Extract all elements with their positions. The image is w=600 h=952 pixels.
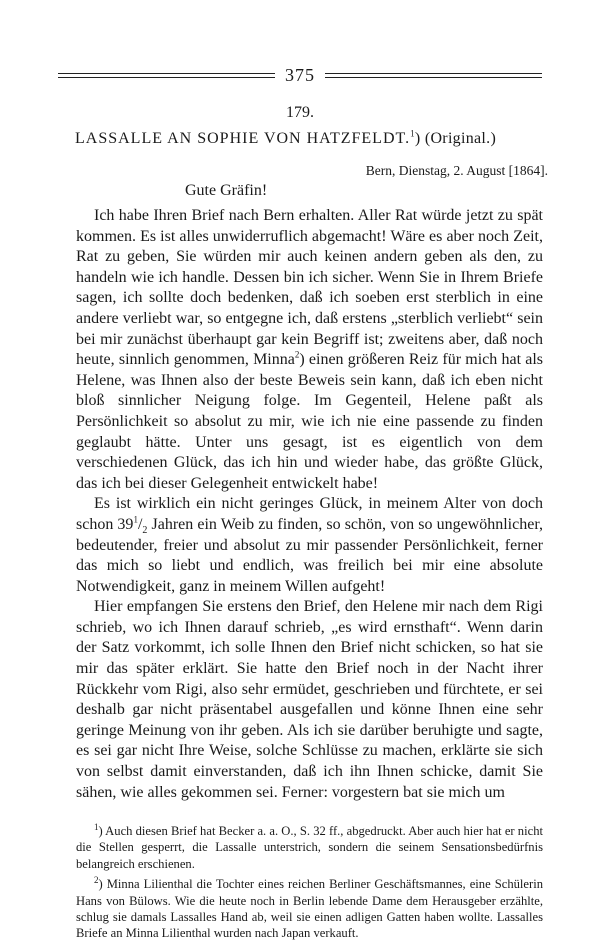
body-p2-part-a: Es ist wirklich ein nicht geringes Glück, in meinem Alter von doch schon 39	[76, 495, 543, 533]
body-paragraph-2	[76, 494, 543, 597]
letter-body	[76, 206, 543, 803]
footnote-ref-2: 2	[294, 349, 300, 360]
footnotes	[76, 823, 543, 946]
fraction-denominator: 2	[142, 525, 148, 537]
body-p1-part-a: Ich habe Ihren Brief nach Bern erhalten. Aller Rat würde jetzt zu spät kommen. Es ist alles unwiderruflich abgemacht! Wäre es aber noch Zeit, Rat zu geben, Sie würden mir auch keinen andern geben als den, zu handeln wie ich handle. Dessen bin ich sicher. Wenn Sie in Ihrem Briefe sagen, ich sollte doch bedenken, daß ich soeben erst sterblich in eine andere verliebt war, so entgegne ich, daß erstens „sterblich verliebt“ sein bei mir zunächst überhaupt gar kein Begriff ist; zweitens aber, daß noch heute, sinnlich genommen, Minna	[76, 207, 543, 369]
fraction-numerator: 1	[133, 514, 138, 525]
letter-title-main: LASSALLE AN SOPHIE VON HATZFELDT.	[75, 130, 411, 147]
footnote-text: ) Minna Lilienthal die Tochter eines reichen Berliner Geschäftsmannes, eine Schülerin Hans von Bülows. Wie die heute noch in Berlin lebende Dame dem Herausgeber erzählte, schlug sie damals Lassalles Hand ab, weil sie einen adligen Gatten haben wollte. Lassalles Briefe an Minna Lilienthal wurden nach Japan verkauft.	[76, 877, 543, 941]
fraction-slash: /	[137, 515, 143, 533]
letter-number: 179.	[286, 104, 314, 121]
letter-title	[75, 130, 555, 148]
body-paragraph-3: Hier empfangen Sie erstens den Brief, den Helene mir nach dem Rigi schrieb, wo ich Ihnen darauf schrieb, „es wird ernsthaft“. Wenn darin der Satz vorkommt, ich solle Ihnen den Brief nicht schicken, so hat sie mir das später erklärt. Sie hatte den Brief noch in der Nacht ihrer Rückkehr vom Rigi, also sehr ermüdet, geschrieben und fürchtete, er sei deshalb gar nicht präsentabel ausgefallen und könne Ihnen eine sehr geringe Meinung von ihr geben. Als ich sie darüber beruhigte und sagte, es sei gar nicht Ihre Weise, solche Schlüsse zu machen, erklärte sie sich von selbst damit einverstanden, daß ich ihn Ihnen schicke, damit Sie sähen, wie alles gekommen sei. Ferner: vorgestern bat sie mich um	[76, 598, 543, 801]
footnote-mark: 2	[94, 875, 99, 886]
page-header	[58, 64, 542, 86]
footnote-mark: 1	[94, 821, 99, 832]
salutation: Gute Gräfin!	[185, 182, 268, 199]
footnote-2	[76, 876, 543, 942]
body-paragraph-1	[76, 206, 543, 494]
footnote-ref-1: 1	[410, 128, 415, 139]
header-rule-left	[58, 73, 275, 78]
letter-title-suffix: (Original.)	[424, 130, 497, 147]
body-p1-part-b: ) einen größeren Reiz für mich hat als Helene, was Ihnen also der beste Beweis sein kann, daß ich eben nicht bloß sinnlicher Neigung folge. Im Gegenteil, Helene paßt als Persönlichkeit so absolut zu mir, wie ich nie eine passende zu finden geglaubt hätte. Unter uns gesagt, ist es eigentlich von dem verschiedenen Glück, das ich hin und wieder habe, das größte Glück, das ich bei dieser Gelegenheit entwickelt habe!	[76, 351, 543, 492]
footnote-1	[76, 823, 543, 872]
page-number: 375	[285, 64, 315, 85]
header-rule-right	[325, 73, 542, 78]
dateline: Bern, Dienstag, 2. August [1864].	[365, 163, 548, 178]
footnote-ref-paren: )	[414, 130, 425, 147]
body-p2-part-b: Jahren ein Weib zu finden, so schön, von so ungewöhnlicher, bedeutender, freier und absolut zu mir passender Persönlichkeit, ferner das mich so liebt und endlich, was freilich bei mir eine absolute Notwendigkeit, ganz in meinem Willen aufgeht!	[76, 515, 544, 595]
footnote-text: ) Auch diesen Brief hat Becker a. a. O., S. 32 ff., abgedruckt. Aber auch hier hat er nicht die Stellen gesperrt, die Lassalle unterstrich, sondern die seinem Sensationsbedürfnis belangreich erschienen.	[76, 824, 543, 871]
